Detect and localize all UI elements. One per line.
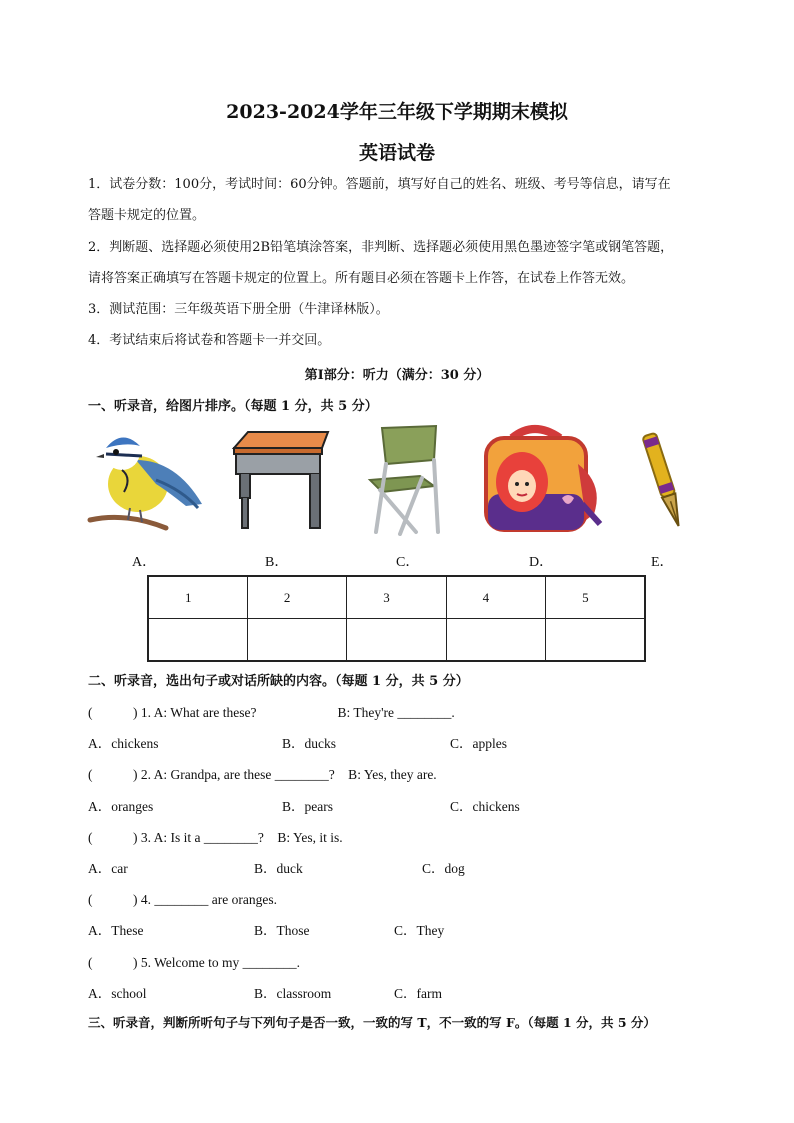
option: B．duck [254, 861, 303, 876]
desk-icon [226, 428, 332, 538]
question-stem: ( ) 4. ________ are oranges. [88, 892, 277, 907]
option: A．These [88, 923, 144, 938]
option: C．dog [422, 861, 465, 876]
exam-title: 2023-2024学年三年级下学期期末模拟 [226, 101, 568, 123]
table-header-cell: 3 [347, 576, 446, 619]
section-heading: 一、听录音，给图片排序。（每题 1 分，共 5 分） [88, 399, 378, 414]
instruction-line: 4．考试结束后将试卷和答题卡一并交回。 [88, 333, 331, 348]
answer-cell[interactable] [247, 619, 346, 662]
section-heading: 三、听录音，判断所听句子与下列句子是否一致，一致的写 T，不一致的写 F。（每题 1 分，共 5 分） [88, 1015, 656, 1030]
option: A．school [88, 986, 147, 1001]
option: B．Those [254, 923, 310, 938]
instruction-line: 3．测试范围：三年级英语下册全册（牛津译林版）。 [88, 302, 389, 317]
section-heading: 二、听录音，选出句子或对话所缺的内容。（每题 1 分，共 5 分） [88, 674, 469, 689]
option: B．classroom [254, 986, 332, 1001]
table-header-cell: 2 [247, 576, 346, 619]
schoolbag-icon [482, 424, 606, 538]
picture-label: E． [651, 555, 674, 570]
question-stem: ( ) 5. Welcome to my ________. [88, 955, 301, 970]
option: C．farm [394, 986, 442, 1001]
picture-label: D． [529, 555, 554, 570]
part-heading: 第Ⅰ部分：听力（满分：30 分） [304, 368, 490, 383]
option: A．car [88, 861, 128, 876]
option: C．chickens [450, 799, 520, 814]
answer-cell[interactable] [446, 619, 545, 662]
answer-cell[interactable] [546, 619, 645, 662]
table-header-cell: 4 [446, 576, 545, 619]
option: C．apples [450, 736, 507, 751]
question-stem: ( ) 2. A: Grandpa, are these ________? B: Yes, they are. [88, 767, 437, 782]
bird-icon [86, 420, 206, 544]
option: A．chickens [88, 736, 159, 751]
option: B．ducks [282, 736, 336, 751]
pen-icon [642, 428, 688, 538]
instruction-line: 答题卡规定的位置。 [88, 208, 206, 223]
table-header-cell: 5 [546, 576, 645, 619]
question-stem: ( ) 3. A: Is it a ________? B: Yes, it is. [88, 830, 343, 845]
instruction-line: 1．试卷分数：100分，考试时间：60分钟。答题前，填写好自己的姓名、班级、考号等信息，请写在 [88, 177, 671, 192]
table-header-cell: 1 [148, 576, 247, 619]
answer-cell[interactable] [347, 619, 446, 662]
answer-cell[interactable] [148, 619, 247, 662]
picture-label: C． [396, 555, 420, 570]
instruction-line: 请将答案正确填写在答题卡规定的位置上。所有题目必须在答题卡上作答，在试卷上作答无效。 [88, 271, 635, 286]
option: A．oranges [88, 799, 154, 814]
chair-icon [360, 424, 444, 540]
answer-table [147, 575, 646, 662]
option: C．They [394, 923, 445, 938]
option: B．pears [282, 799, 333, 814]
picture-label: A． [132, 555, 157, 570]
question-stem: ( ) 1. A: What are these? B: They're ________. [88, 705, 455, 720]
exam-subtitle: 英语试卷 [358, 142, 435, 164]
instruction-line: 2．判断题、选择题必须使用2B铅笔填涂答案，非判断、选择题必须使用黑色墨迹签字笔或钢笔答题， [88, 240, 674, 255]
picture-label: B． [265, 555, 289, 570]
